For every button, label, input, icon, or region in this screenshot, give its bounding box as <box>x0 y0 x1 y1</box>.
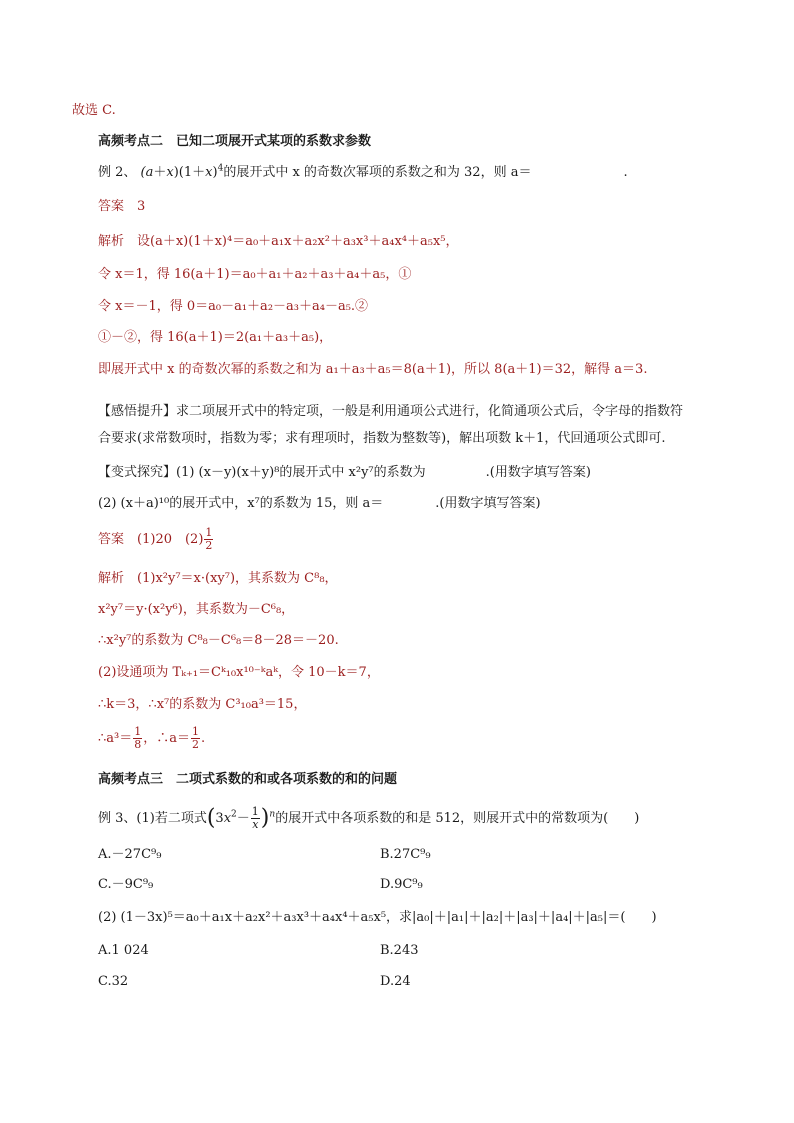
answer-label: 答案 <box>98 199 125 214</box>
answer-fraction: $\frac{1}{2}$ <box>205 526 213 552</box>
binomial-expression: ($3x^2-$ $\frac{1}{x}$ )$^n$ <box>206 805 276 831</box>
solution-line-3: 令 x＝－1，得 0＝a₀－a₁＋a₂－a₃＋a₄－a₅.② <box>98 299 369 314</box>
insight-line-2: 合要求(求常数项时，指数为零；求有理项时，指数为整数等)，解出项数 k＋1，代回通项公式即可. <box>98 431 666 446</box>
example-2-label: 例 2、 <box>98 165 141 180</box>
example-3-question-2: (2) (1－3x)⁵＝a₀＋a₁x＋a₂x²＋a₃x³＋a₄x⁴＋a₅x⁵，求|a₀|＋|a₁|＋|a₂|＋|a₃|＋|a₄|＋|a₅|＝( ) <box>98 910 657 925</box>
section-3-title: 高频考点三 二项式系数的和或各项系数的和的问题 <box>98 772 398 787</box>
example-3-label: 例 3、(1)若二项式 <box>98 811 207 826</box>
solution-label: 解析 <box>98 571 125 586</box>
variant-answer <box>98 527 214 552</box>
answer-label: 答案 <box>98 532 125 547</box>
fraction-one-eighth: $\frac{1}{8}$ <box>134 725 142 751</box>
variant-solution-line-4: (2)设通项为 Tₖ₊₁＝Cᵏ₁₀x¹⁰⁻ᵏaᵏ，令 10－k＝7， <box>98 665 380 680</box>
option-c-2[interactable]: C.32 <box>98 974 129 989</box>
option-d-2[interactable]: D.24 <box>380 974 411 989</box>
example-2-end: . <box>623 165 628 180</box>
variant-q1-suffix: .(用数字填写答案) <box>485 465 591 480</box>
option-b-2[interactable]: B.243 <box>380 943 419 958</box>
solution-text: (1)x²y⁷＝x·(xy⁷)，其系数为 C⁸₈， <box>137 571 338 586</box>
conclusion-text: 故选 C. <box>72 103 116 118</box>
insight-line-1: 【感悟提升】求二项展开式中的特定项，一般是利用通项公式进行，化简通项公式后，令字母的指数符 <box>98 404 684 419</box>
section-2-title: 高频考点二 已知二项展开式某项的系数求参数 <box>98 134 372 149</box>
solution-line-5: 即展开式中 x 的奇数次幂的系数之和为 a₁＋a₃＋a₅＝8(a＋1)，所以 8(a＋1)＝32，解得 a＝3. <box>98 362 648 377</box>
example-2-question <box>98 164 628 182</box>
variant-solution-line-6: ∴a³＝ $\frac{1}{8}$ ，∴a＝ $\frac{1}{2}$ . <box>98 725 206 751</box>
solution-label: 解析 <box>98 234 125 249</box>
solution-text: 设(a＋x)(1＋x)⁴＝a₀＋a₁x＋a₂x²＋a₃x³＋a₄x⁴＋a₅x⁵， <box>137 234 459 249</box>
option-a-2[interactable]: A.1 024 <box>98 943 149 958</box>
option-c-1[interactable]: C.－9C⁹₉ <box>98 877 154 892</box>
solution-line-2: 令 x＝1，得 16(a＋1)＝a₀＋a₁＋a₂＋a₃＋a₄＋a₅，① <box>98 267 412 282</box>
variant-solution-line-5: ∴k＝3，∴x⁷的系数为 C³₁₀a³＝15， <box>98 697 307 712</box>
solution-line-1 <box>98 233 459 251</box>
example-3-question-1 <box>98 806 639 831</box>
variant-question-1 <box>98 464 591 482</box>
variant-solution-line-3: ∴x²y⁷的系数为 C⁸₈－C⁶₈＝8－28＝－20. <box>98 633 339 648</box>
variant-solution-line-2: x²y⁷＝y·(x²y⁶)，其系数为－C⁶₈， <box>98 602 295 617</box>
option-a-1[interactable]: A.－27C⁹₉ <box>98 847 162 862</box>
answer-value: (1)20 (2) <box>137 532 204 547</box>
variant-question-2 <box>98 495 541 513</box>
solution-line-4: ①－②，得 16(a＋1)＝2(a₁＋a₃＋a₅)， <box>98 330 333 345</box>
option-d-1[interactable]: D.9C⁹₉ <box>380 877 423 892</box>
example-3-q1-text: 的展开式中各项系数的和是 512，则展开式中的常数项为( ) <box>275 811 640 826</box>
fraction-one-half: $\frac{1}{2}$ <box>192 725 199 751</box>
variant-q2-suffix: .(用数字填写答案) <box>435 496 541 511</box>
variant-q2-text: (2) (x＋a)¹⁰的展开式中，x⁷的系数为 15，则 a＝ <box>98 496 384 511</box>
example-2-text: 的展开式中 x 的奇数次幂项的系数之和为 32，则 a＝ <box>223 165 532 180</box>
variant-q1-text: 【变式探究】(1) (x－y)(x＋y)⁸的展开式中 x²y⁷的系数为 <box>98 465 426 480</box>
option-b-1[interactable]: B.27C⁹₉ <box>380 847 431 862</box>
example-2-answer <box>98 198 145 216</box>
answer-value: 3 <box>137 199 146 214</box>
example-2-expression: $(a+x)(1+x)^4$ <box>140 163 224 180</box>
variant-solution-line-1 <box>98 570 338 588</box>
